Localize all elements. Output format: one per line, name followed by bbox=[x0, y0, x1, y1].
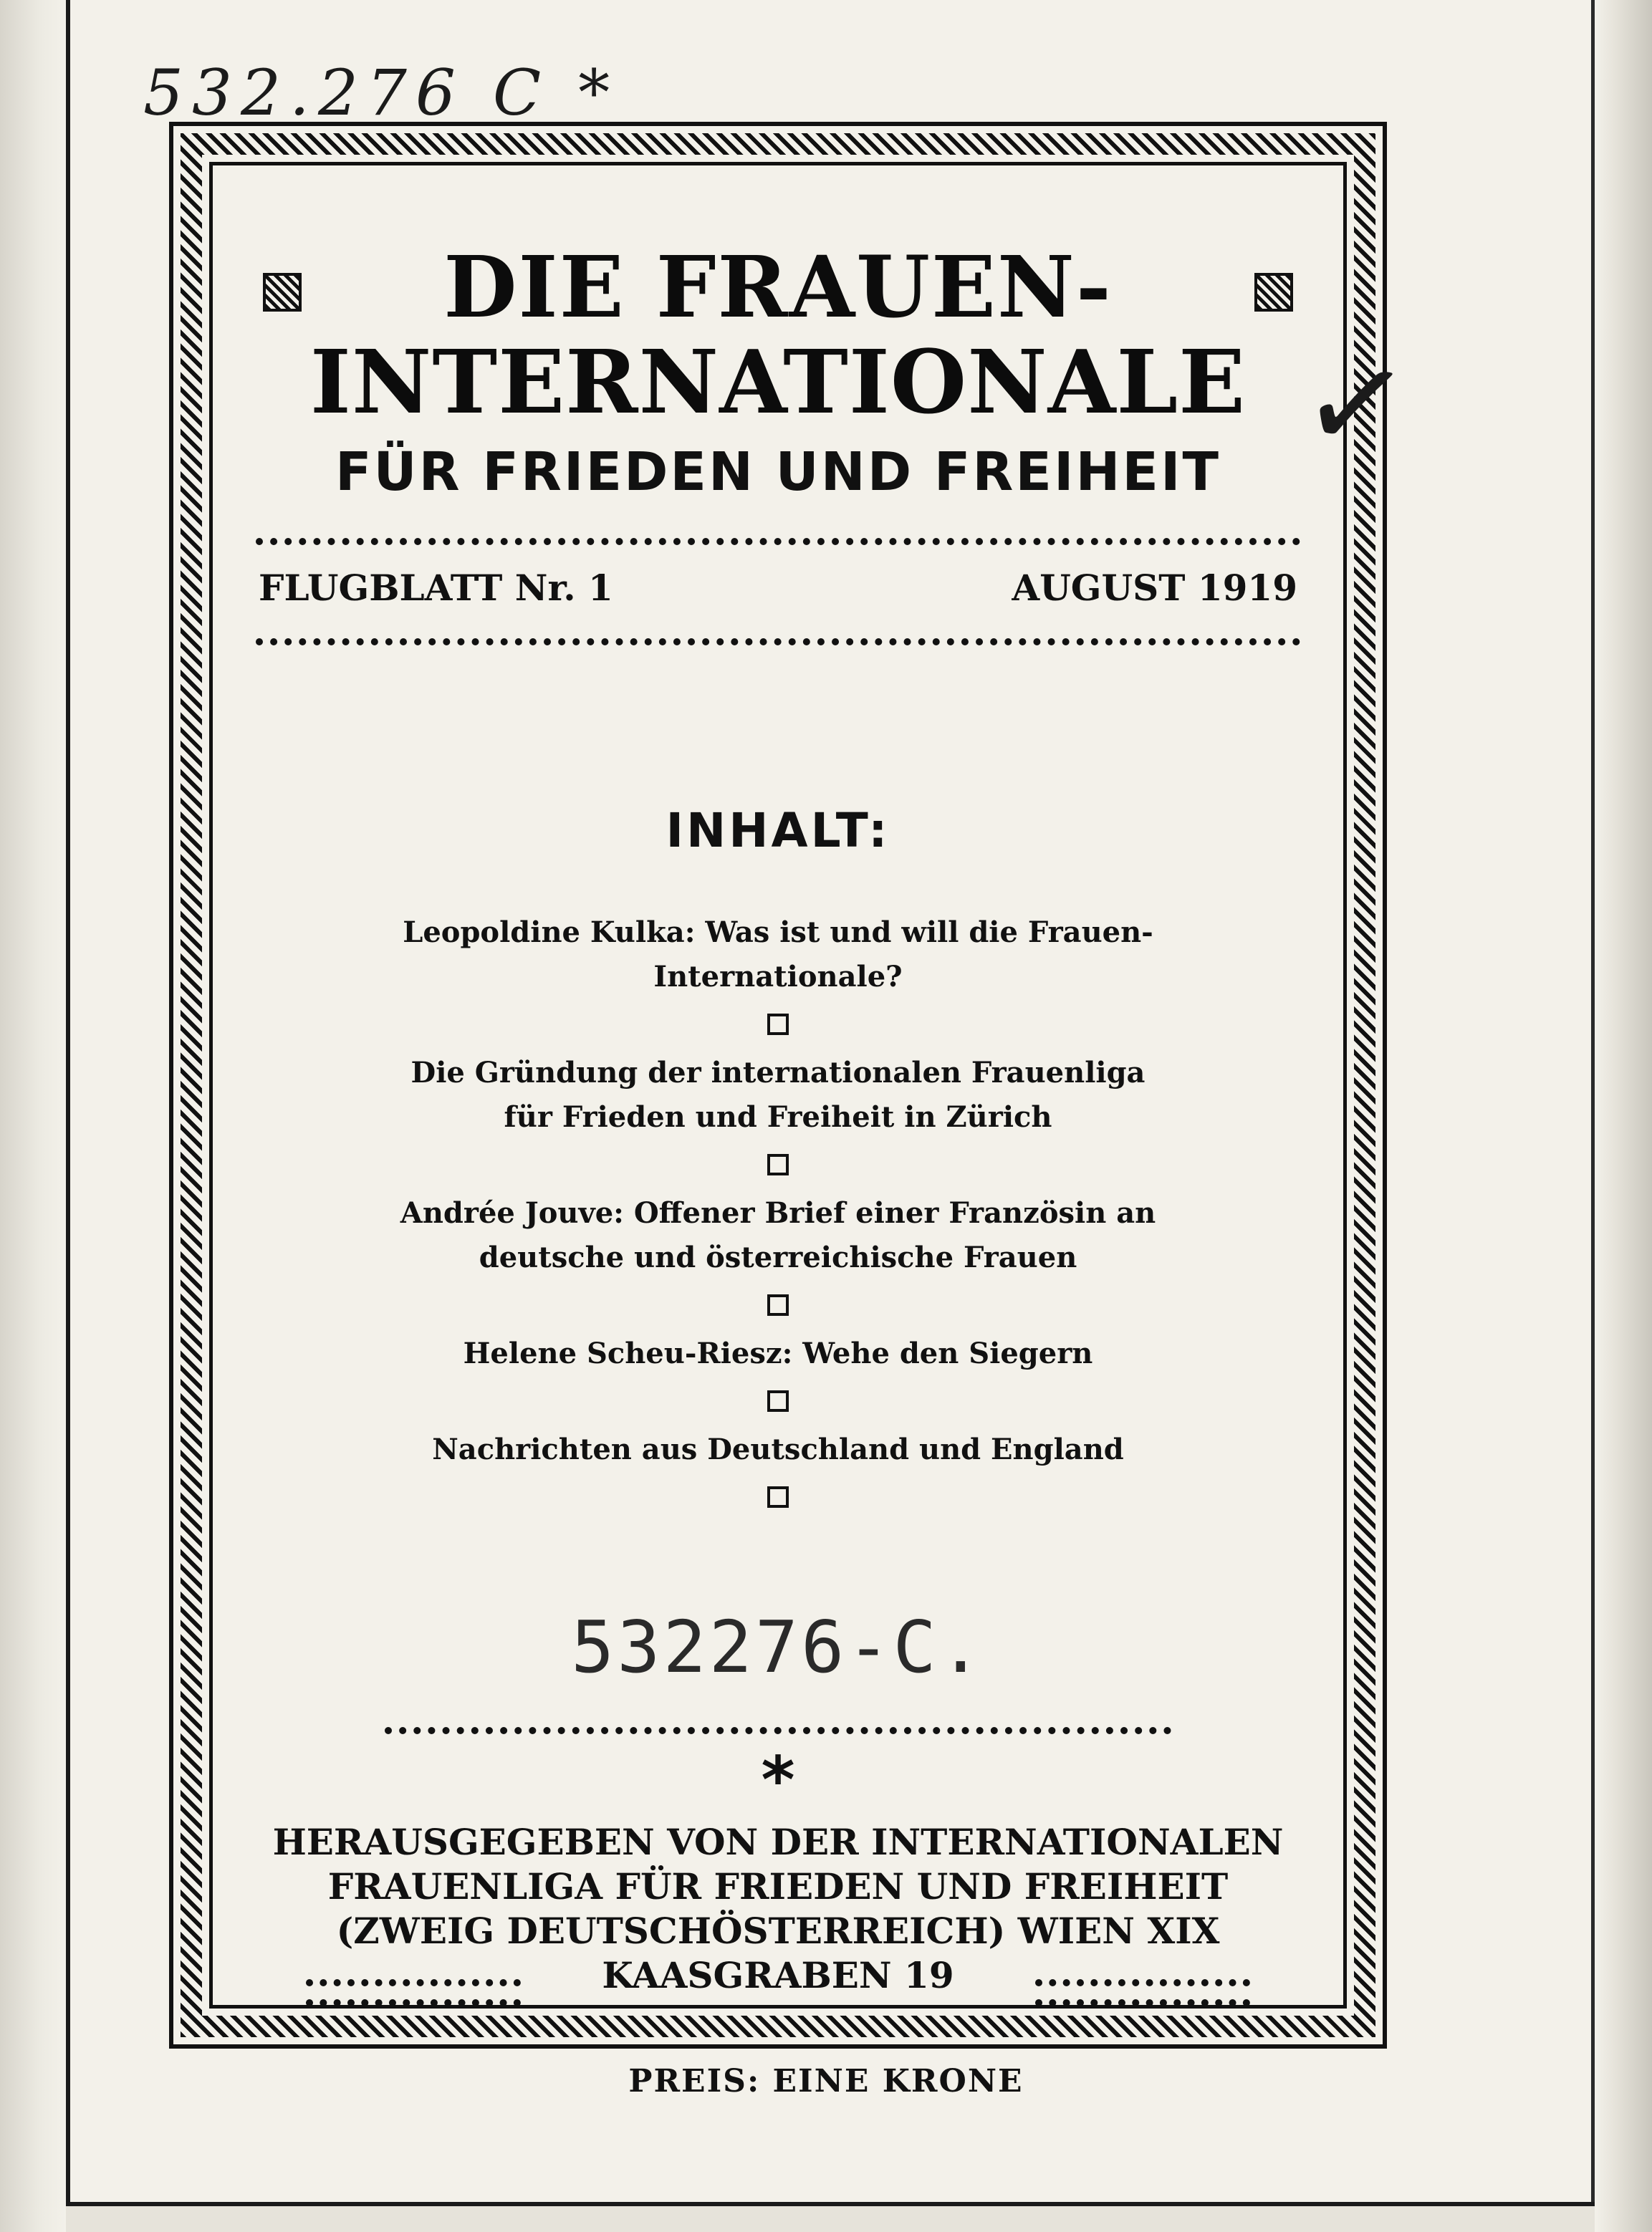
separator-square-icon bbox=[767, 1014, 789, 1035]
cover-panel bbox=[209, 162, 1420, 2009]
separator-square-icon bbox=[767, 1486, 789, 1508]
dotted-rule bbox=[256, 538, 1300, 545]
library-stamp-number: 532276-C. bbox=[571, 1605, 985, 1689]
separator-square-icon bbox=[767, 1294, 789, 1316]
price-label: PREIS: EINE KRONE bbox=[628, 2063, 1024, 2099]
separator-square-icon bbox=[767, 1154, 789, 1175]
subtitle: FÜR FRIEDEN UND FREIHEIT bbox=[335, 441, 1221, 503]
publisher-block bbox=[213, 1820, 1343, 1998]
page-edge-right bbox=[1591, 0, 1652, 2232]
toc-entry: Andrée Jouve: Offener Brief einer Französin an deutsche und österreichische Frauen bbox=[400, 1196, 1156, 1274]
dotted-rule bbox=[1035, 1979, 1250, 1986]
dotted-rule bbox=[385, 1727, 1171, 1734]
dotted-rule bbox=[306, 1979, 521, 1986]
title-line-2: INTERNATIONALE bbox=[309, 330, 1247, 433]
toc-entry: Nachrichten aus Deutschland und England bbox=[432, 1433, 1124, 1466]
separator-square-icon bbox=[767, 1390, 789, 1412]
cover-frame bbox=[169, 122, 1420, 2049]
page-edge-left bbox=[0, 0, 70, 2232]
dotted-rule bbox=[306, 1999, 521, 2006]
page-edge-bottom bbox=[66, 2202, 1595, 2232]
issue-date: AUGUST 1919 bbox=[1012, 567, 1297, 609]
dotted-rule bbox=[1035, 1999, 1250, 2006]
publisher-line: HERAUSGEGEBEN VON DER INTERNATIONALEN bbox=[272, 1821, 1284, 1863]
handwritten-catalog-number: 532.276 C * bbox=[143, 56, 619, 130]
contents-heading: INHALT: bbox=[666, 803, 890, 858]
title-line-1: DIE FRAUEN- bbox=[443, 237, 1113, 337]
handwritten-check-mark: ✓ bbox=[1292, 323, 1420, 487]
publisher-address: KAASGRABEN 19 bbox=[602, 1954, 954, 1996]
asterisk-icon: * bbox=[761, 1743, 795, 1818]
contents-list bbox=[213, 910, 1343, 1524]
toc-entry: Helene Scheu-Riesz: Wehe den Siegern bbox=[463, 1337, 1093, 1370]
issue-label: FLUGBLATT Nr. 1 bbox=[259, 567, 613, 609]
publisher-line: FRAUENLIGA FÜR FRIEDEN UND FREIHEIT bbox=[327, 1865, 1229, 1908]
toc-entry: Leopoldine Kulka: Was ist und will die Frauen-Internationale? bbox=[403, 915, 1153, 994]
toc-entry: Die Gründung der internationalen Frauenliga für Frieden und Freiheit in Zürich bbox=[410, 1056, 1146, 1134]
publisher-line: (ZWEIG DEUTSCHÖSTERREICH) WIEN XIX bbox=[336, 1910, 1220, 1952]
dotted-rule bbox=[256, 638, 1300, 645]
